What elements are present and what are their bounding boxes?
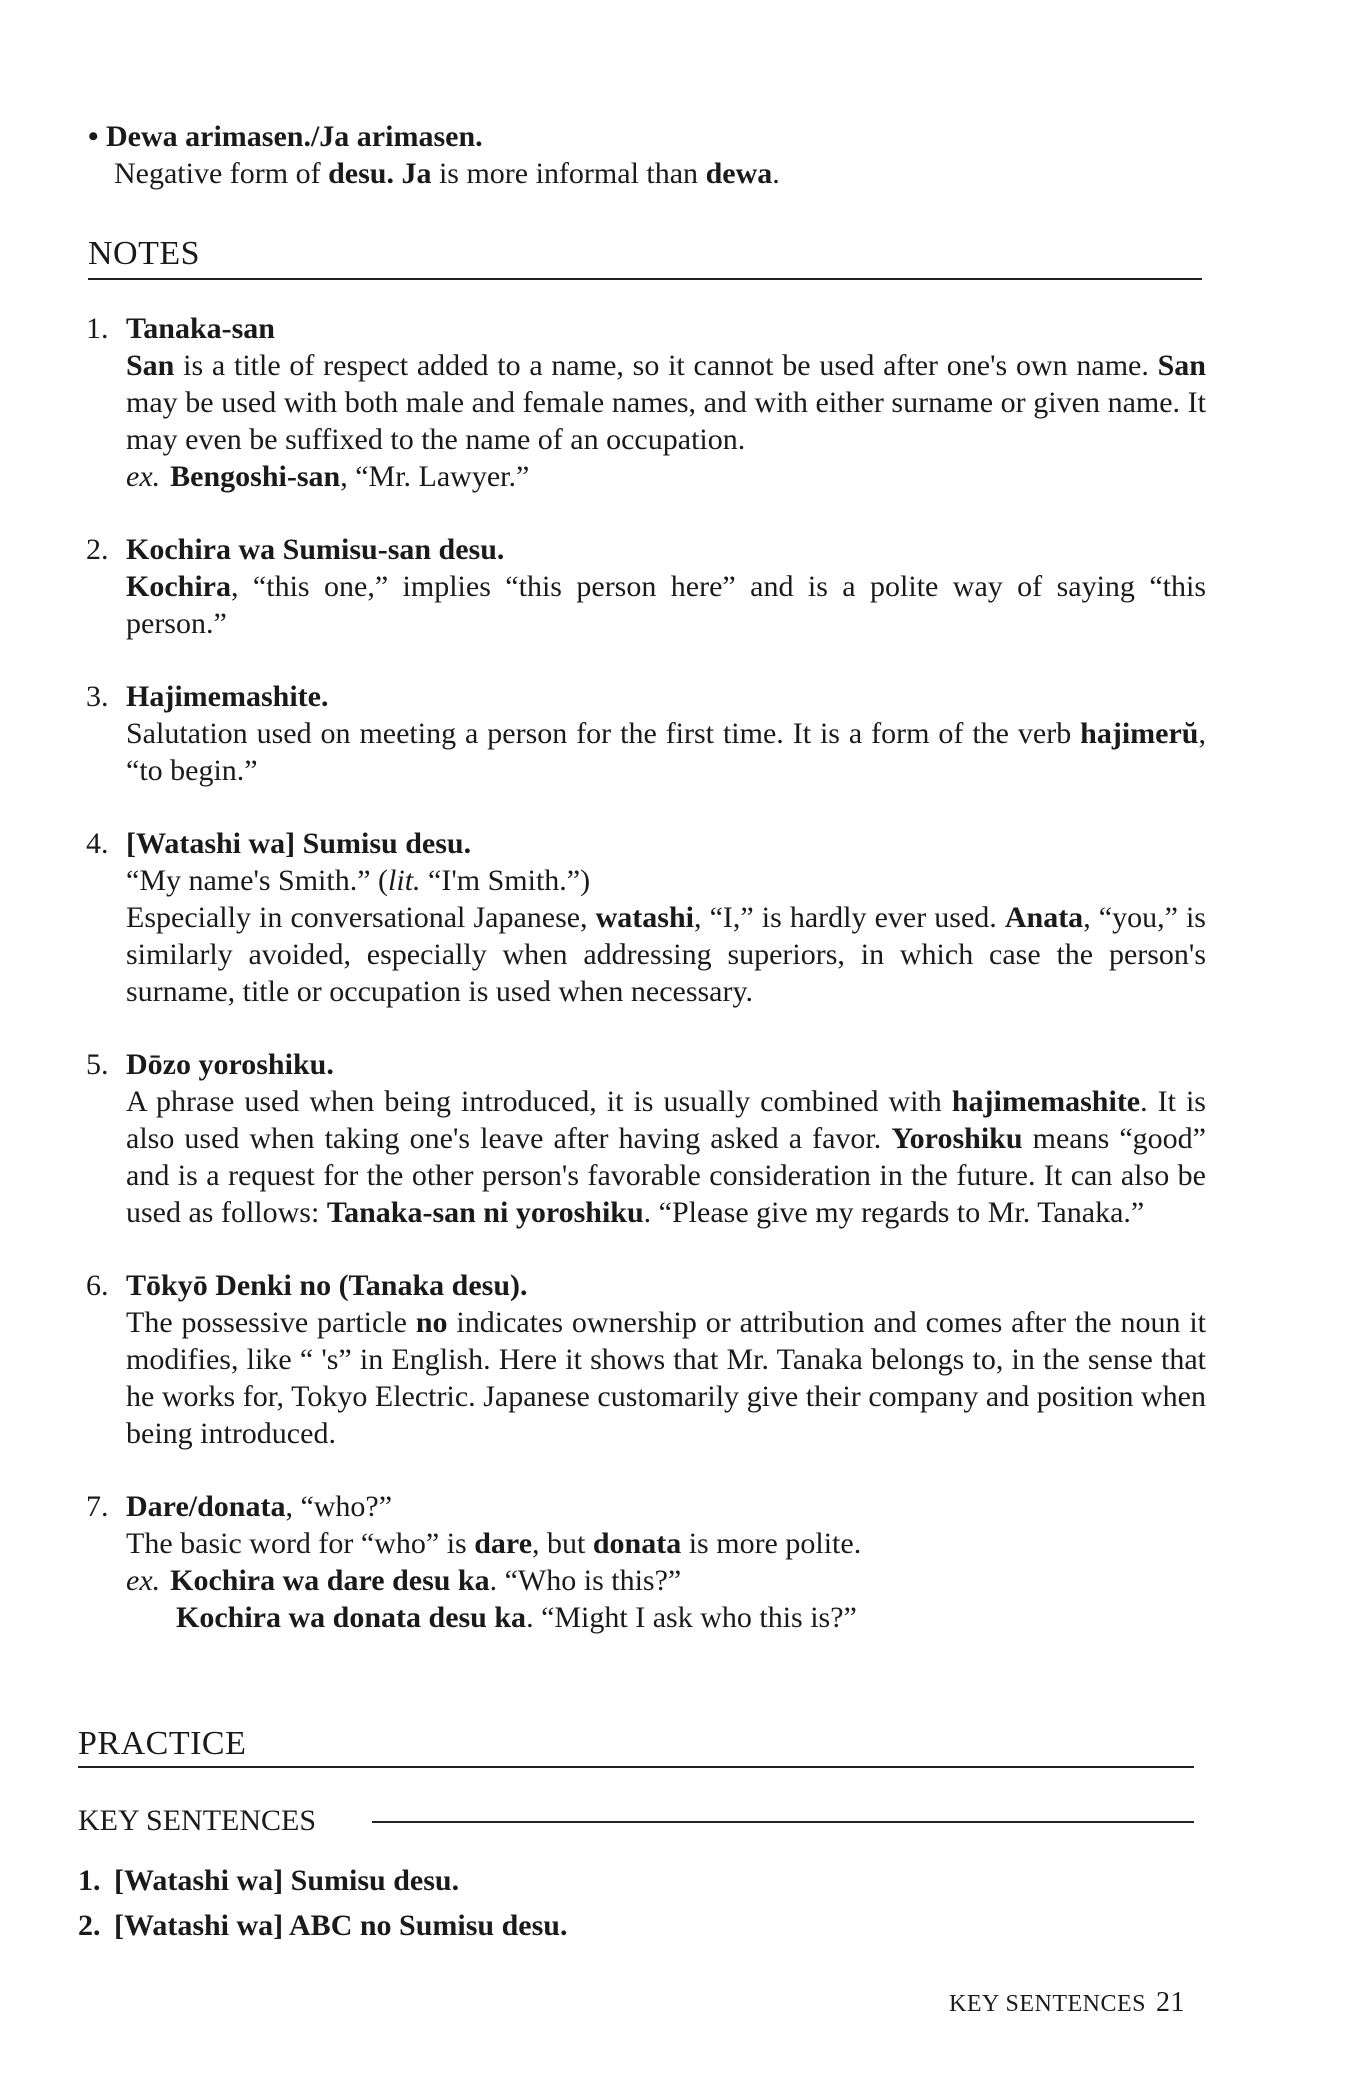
key-sentences-rule [372, 1821, 1194, 1823]
page-number: 21 [1156, 1987, 1185, 2018]
key-sentence: 2. [Watashi wa] ABC no Sumisu desu. [78, 1909, 568, 1942]
note-example: ex. Kochira wa dare desu ka. “Who is this?” [126, 1564, 682, 1597]
intro-title: • Dewa arimasen./Ja arimasen. [88, 120, 483, 153]
intro-section [88, 118, 1208, 192]
note-title: Kochira wa Sumisu-san desu. [126, 533, 505, 566]
note-body: Especially in conversational Japanese, watashi, “I,” is hardly ever used. Anata, “you,” is similarly avoided, especially when addressing superiors, in which case the person's surname, title or occupation is used when necessary. [126, 901, 1206, 1008]
page-footer [949, 1984, 1185, 2023]
note-title: Tanaka-san [126, 312, 275, 345]
note-title: Dōzo yoroshiku. [126, 1048, 334, 1081]
note-title: Dare/donata, “who?” [126, 1490, 393, 1523]
key-sentences-list [78, 1862, 1208, 1952]
note-translation: “My name's Smith.” (lit. “I'm Smith.”) [126, 864, 591, 897]
note-body: A phrase used when being introduced, it is usually combined with hajimemashite. It is also used when taking one's leave after having asked a favor. Yoroshiku means “good” and is a request for the other person's favorable consideration in the future. It can also be used as follows: Tanaka-san ni yoroshiku. “Please give my regards to Mr. Tanaka.” [126, 1085, 1206, 1229]
note-item: 4. [Watashi wa] Sumisu desu. “My name's Smith.” (lit. “I'm Smith.”) Especially in conversational Japanese, watashi, “I,” is hardly ever used. Anata, “you,” is similarly avoided, especially when addressing superiors, in which case the person's surname, title or occupation is used when necessary. [86, 827, 1206, 1008]
note-body: Salutation used on meeting a person for the first time. It is a form of the verb hajimerŭ, “to begin.” [126, 717, 1206, 787]
note-item: 2. Kochira wa Sumisu-san desu. Kochira, “this one,” implies “this person here” and is a polite way of saying “this person.” [86, 533, 1206, 640]
note-body: The basic word for “who” is dare, but donata is more polite. ex. Kochira wa dare desu ka. “Who is this?” Kochira wa donata desu ka. “Might I ask who this is?” [126, 1525, 1206, 1636]
key-sentences-heading: KEY SENTENCES [78, 1804, 317, 1837]
note-title: Tōkyō Denki no (Tanaka desu). [126, 1269, 528, 1302]
note-title: [Watashi wa] Sumisu desu. [126, 827, 472, 860]
note-body: San is a title of respect added to a name, so it cannot be used after one's own name. San may be used with both male and female names, and with either surname or given name. It may even be suffixed to the name of an occupation. ex. Bengoshi-san, “Mr. Lawyer.” [126, 349, 1206, 493]
practice-rule [78, 1766, 1194, 1768]
intro-description: Negative form of desu. Ja is more informal than dewa. [114, 157, 780, 190]
note-item: 3. Hajimemashite. Salutation used on meeting a person for the first time. It is a form of the verb hajimerŭ, “to begin.” [86, 680, 1206, 787]
notes-list [86, 310, 1206, 1672]
note-title: Hajimemashite. [126, 680, 329, 713]
note-item: 1. Tanaka-san San is a title of respect added to a name, so it cannot be used after one's own name. San may be used with both male and female names, and with either surname or given name. It may even be suffixed to the name of an occupation. ex. Bengoshi-san, “Mr. Lawyer.” [86, 312, 1206, 493]
note-item: 6. Tōkyō Denki no (Tanaka desu). The possessive particle no indicates ownership or attribution and comes after the noun it modifies, like “ 's” in English. Here it shows that Mr. Tanaka belongs to, in the sense that he works for, Tokyo Electric. Japanese customarily give their company and position when being introduced. [86, 1269, 1206, 1450]
note-body: Kochira, “this one,” implies “this person here” and is a polite way of saying “this person.” [126, 570, 1206, 640]
note-item: 5. Dōzo yoroshiku. A phrase used when being introduced, it is usually combined with hajimemashite. It is also used when taking one's leave after having asked a favor. Yoroshiku means “good” and is a request for the other person's favorable consideration in the future. It can also be used as follows: Tanaka-san ni yoroshiku. “Please give my regards to Mr. Tanaka.” [86, 1048, 1206, 1229]
bullet-icon: • [88, 120, 99, 153]
notes-rule [88, 278, 1202, 280]
note-item: 7. Dare/donata, “who?” The basic word for “who” is dare, but donata is more polite. ex. Kochira wa dare desu ka. “Who is this?” Kochira wa donata desu ka. “Might I ask who this is?” [86, 1488, 1206, 1636]
key-sentence: 1. [Watashi wa] Sumisu desu. [78, 1864, 460, 1897]
note-example: Kochira wa donata desu ka. “Might I ask who this is?” [176, 1601, 857, 1634]
note-example: ex. Bengoshi-san, “Mr. Lawyer.” [126, 460, 530, 493]
notes-heading: NOTES [88, 235, 201, 272]
running-footer-label: KEY SENTENCES [949, 1991, 1146, 2017]
note-body: The possessive particle no indicates ownership or attribution and comes after the noun it modifies, like “ 's” in English. Here it shows that Mr. Tanaka belongs to, in the sense that he works for, Tokyo Electric. Japanese customarily give their company and position when being introduced. [126, 1306, 1206, 1450]
practice-heading: PRACTICE [78, 1725, 247, 1762]
